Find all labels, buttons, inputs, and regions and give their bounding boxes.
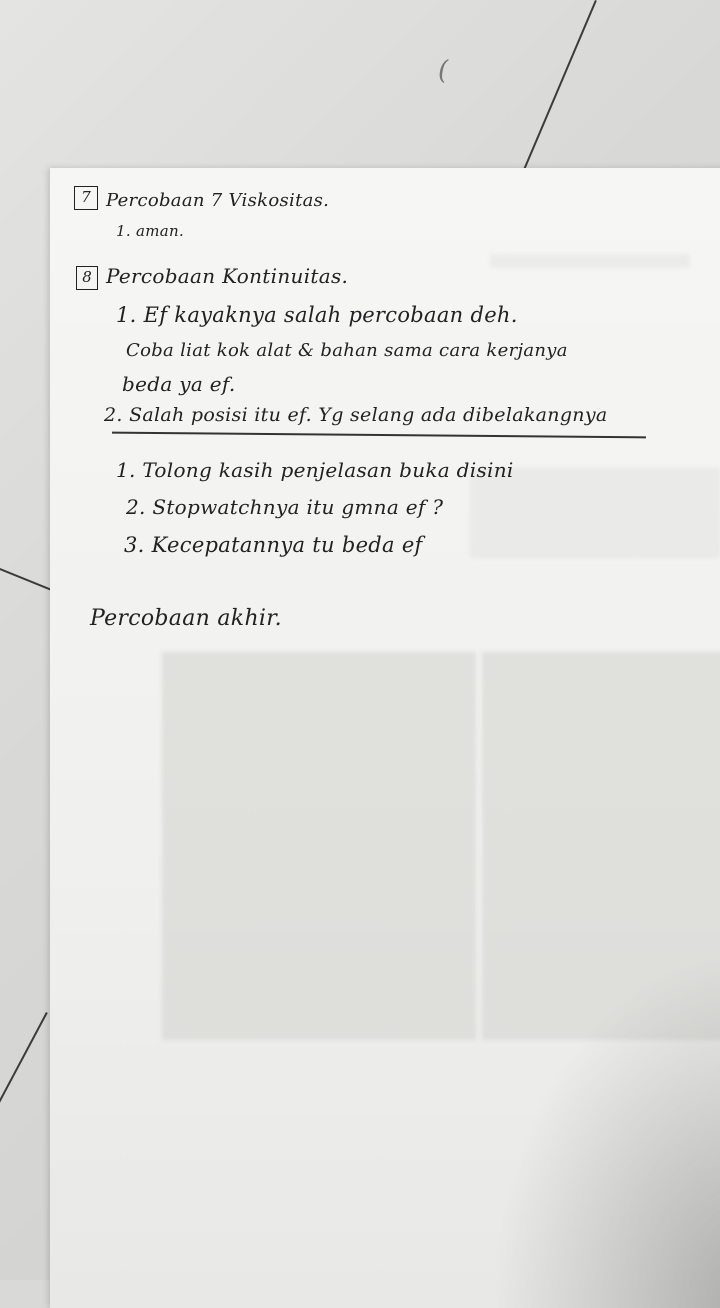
section-8-item: 2. Salah posisi itu ef. Yg selang ada dibelakangnya — [104, 404, 608, 426]
section-8-title: Percobaan Kontinuitas. — [106, 264, 349, 288]
stray-mark: ( — [438, 56, 449, 86]
corner-shadow — [490, 948, 720, 1308]
handwritten-page — [50, 168, 720, 1308]
section-8-item: beda ya ef. — [122, 372, 236, 396]
question-item: 3. Kecepatannya tu beda ef — [124, 533, 423, 557]
final-section-title: Percobaan akhir. — [90, 606, 282, 631]
show-through-text — [490, 254, 690, 268]
section-7-title: Percobaan 7 Viskositas. — [106, 190, 330, 211]
question-item: 1. Tolong kasih penjelasan buka disini — [116, 458, 514, 482]
section-8-item: 1. Ef kayaknya salah percobaan deh. — [116, 303, 518, 327]
section-7-note: 1. aman. — [116, 222, 185, 240]
show-through-photo-left — [162, 652, 476, 1040]
question-item: 2. Stopwatchnya itu gmna ef ? — [126, 495, 444, 519]
section-7-number-box: 7 — [74, 186, 98, 210]
section-8-item: Coba liat kok alat & bahan sama cara kerjanya — [126, 340, 568, 361]
section-8-number-box: 8 — [76, 266, 98, 290]
